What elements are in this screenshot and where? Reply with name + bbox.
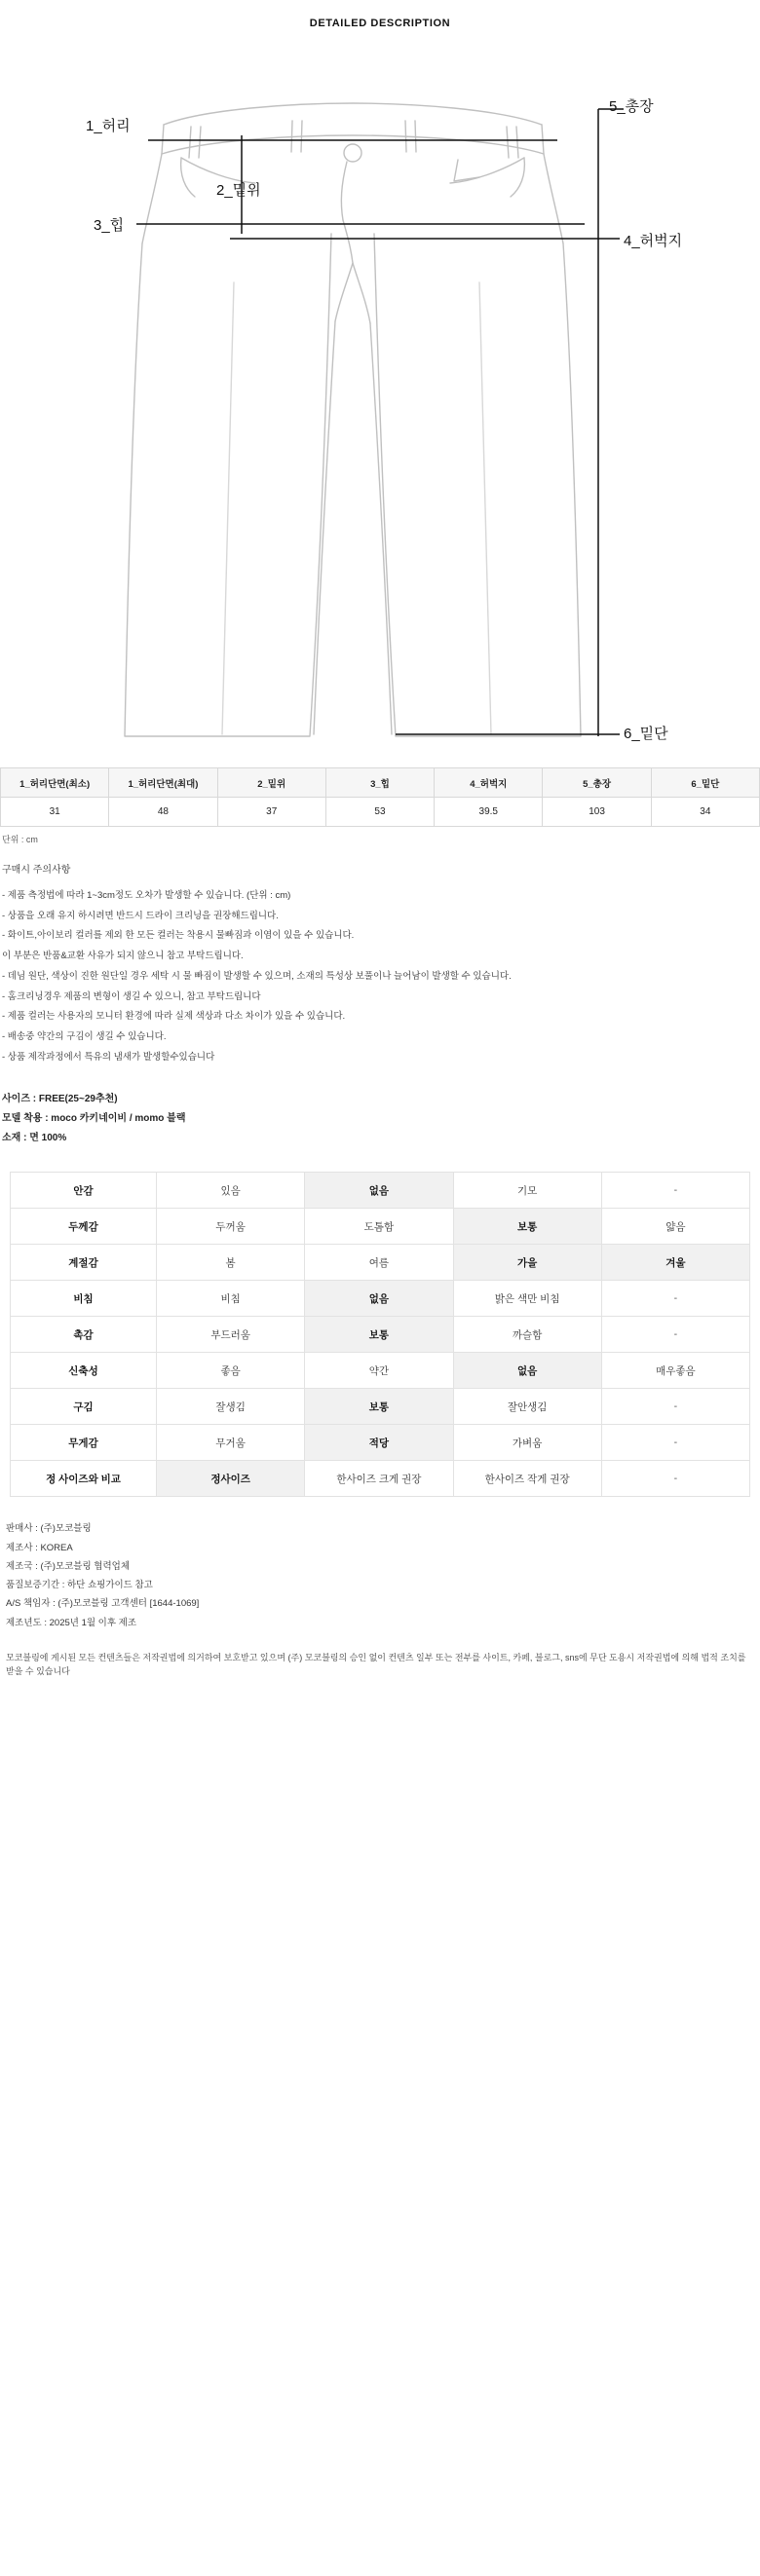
footer-line: 품질보증기간 : 하단 쇼핑가이드 참고 bbox=[6, 1580, 153, 1591]
notice-title: 구매시 주의사항 bbox=[2, 865, 71, 876]
attribute-label: 두께감 bbox=[11, 1209, 157, 1245]
attribute-option: 매우좋음 bbox=[601, 1353, 749, 1389]
attribute-option: - bbox=[601, 1389, 749, 1425]
attribute-option: 한사이즈 크게 권장 bbox=[305, 1461, 453, 1497]
attribute-option: 부드러움 bbox=[157, 1317, 305, 1353]
attribute-option: 기모 bbox=[453, 1173, 601, 1209]
attribute-option: 잘안생김 bbox=[453, 1389, 601, 1425]
attribute-option: 가벼움 bbox=[453, 1425, 601, 1461]
attribute-option: 한사이즈 작게 권장 bbox=[453, 1461, 601, 1497]
attribute-option: 밝은 색만 비침 bbox=[453, 1281, 601, 1317]
diagram-label-thigh: 4_허벅지 bbox=[624, 233, 683, 249]
table-row bbox=[11, 1281, 750, 1317]
attribute-option: 좋음 bbox=[157, 1353, 305, 1389]
attribute-option-selected: 보통 bbox=[305, 1317, 453, 1353]
attribute-option: - bbox=[601, 1173, 749, 1209]
attribute-option: - bbox=[601, 1317, 749, 1353]
table-row bbox=[11, 1461, 750, 1497]
notice-line: - 데님 원단, 색상이 진한 원단일 경우 세탁 시 물 빠짐이 발생할 수 있으며, 소재의 특성상 보풀이나 늘어남이 발생할 수 있습니다. bbox=[2, 970, 512, 982]
spec-size: 사이즈 : FREE(25~29추천) bbox=[2, 1094, 118, 1105]
measurement-table bbox=[0, 767, 760, 827]
attribute-option: 봄 bbox=[157, 1245, 305, 1281]
diagram-label-waist: 1_허리 bbox=[86, 118, 131, 134]
footer-line: 제조사 : KOREA bbox=[6, 1542, 73, 1553]
attribute-option-selected: 없음 bbox=[453, 1353, 601, 1389]
measurement-value: 39.5 bbox=[435, 798, 543, 827]
attribute-table bbox=[10, 1172, 750, 1497]
table-header-row bbox=[1, 768, 760, 798]
measurement-header: 4_허벅지 bbox=[435, 768, 543, 798]
attribute-option-selected: 겨울 bbox=[601, 1245, 749, 1281]
attribute-option: 있음 bbox=[157, 1173, 305, 1209]
attribute-option: - bbox=[601, 1281, 749, 1317]
measurement-header: 1_허리단면(최대) bbox=[109, 768, 217, 798]
attribute-option: 두꺼움 bbox=[157, 1209, 305, 1245]
diagram-label-length: 5_총장 bbox=[609, 98, 654, 115]
unit-note: 단위 : cm bbox=[2, 835, 38, 844]
attribute-option-selected: 없음 bbox=[305, 1281, 453, 1317]
footer-line: A/S 책임자 : (주)모코블링 고객센터 [1644-1069] bbox=[6, 1598, 200, 1610]
measurement-header: 6_밑단 bbox=[651, 768, 759, 798]
notice-line: - 제품 측정법에 따라 1~3cm정도 오차가 발생할 수 있습니다. (단위 : cm) bbox=[2, 890, 291, 901]
attribute-option: 비침 bbox=[157, 1281, 305, 1317]
footer-line: 판매사 : (주)모코블링 bbox=[6, 1523, 92, 1535]
diagram-label-rise: 2_밑위 bbox=[216, 182, 261, 199]
attribute-option: 얇음 bbox=[601, 1209, 749, 1245]
notice-line: - 상품 제작과정에서 특유의 냄새가 발생할수있습니다 bbox=[2, 1051, 215, 1063]
table-row bbox=[11, 1425, 750, 1461]
purchase-notice bbox=[0, 845, 760, 1074]
attribute-option-selected: 가을 bbox=[453, 1245, 601, 1281]
attribute-option: - bbox=[601, 1461, 749, 1497]
measurement-header: 3_힙 bbox=[325, 768, 434, 798]
attribute-option-selected: 없음 bbox=[305, 1173, 453, 1209]
notice-line: 이 부분은 반품&교환 사유가 되지 않으니 참고 부탁드립니다. bbox=[2, 951, 244, 962]
diagram-label-hip: 3_힙 bbox=[94, 217, 125, 234]
page-title: DETAILED DESCRIPTION bbox=[309, 18, 451, 29]
notice-line: - 홈크리닝경우 제품의 변형이 생길 수 있으니, 참고 부탁드립니다 bbox=[2, 990, 261, 1002]
diagram-label-hem: 6_밑단 bbox=[624, 726, 668, 742]
attribute-option-selected: 정사이즈 bbox=[157, 1461, 305, 1497]
pants-illustration bbox=[0, 39, 760, 760]
measurement-header: 1_허리단면(최소) bbox=[1, 768, 109, 798]
table-row bbox=[11, 1353, 750, 1389]
attribute-option: - bbox=[601, 1425, 749, 1461]
measurement-value: 34 bbox=[651, 798, 759, 827]
footer-line: 제조국 : (주)모코블링 협력업체 bbox=[6, 1560, 131, 1572]
measurement-value: 53 bbox=[325, 798, 434, 827]
table-row bbox=[1, 798, 760, 827]
table-row bbox=[11, 1209, 750, 1245]
table-row bbox=[11, 1317, 750, 1353]
measurement-value: 31 bbox=[1, 798, 109, 827]
notice-line: - 화이트,아이보리 컬러를 제외 한 모든 컬러는 착용시 물빠짐과 이염이 있을 수 있습니다. bbox=[2, 930, 355, 942]
notice-line: - 상품을 오래 유지 하시려면 반드시 드라이 크리닝을 권장해드립니다. bbox=[2, 910, 279, 921]
measurement-diagram bbox=[0, 39, 760, 760]
attribute-option: 까슬함 bbox=[453, 1317, 601, 1353]
table-row bbox=[11, 1245, 750, 1281]
measurement-header: 5_총장 bbox=[543, 768, 651, 798]
measurement-value: 103 bbox=[543, 798, 651, 827]
attribute-label: 신축성 bbox=[11, 1353, 157, 1389]
table-row bbox=[11, 1173, 750, 1209]
attribute-label: 구김 bbox=[11, 1389, 157, 1425]
spec-model: 모델 착용 : moco 카키네이비 / momo 블랙 bbox=[2, 1113, 186, 1125]
footer-line: 제조년도 : 2025년 1월 이후 제조 bbox=[6, 1617, 137, 1628]
measurement-header: 2_밑위 bbox=[217, 768, 325, 798]
notice-line: - 제품 컬러는 사용자의 모니터 환경에 따라 실제 색상과 다소 차이가 있을 수 있습니다. bbox=[2, 1011, 346, 1023]
copyright-notice: 모코블링에 게시된 모든 컨텐츠들은 저작권법에 의거하여 보호받고 있으며 (주) 모코블링의 승인 없이 컨텐츠 일부 또는 전부를 사이트, 카페, 블로그, sns에 무단 도용시 저작권법에 의해 법적 조치를 받을 수 있습니다 bbox=[6, 1652, 746, 1676]
attribute-label: 계절감 bbox=[11, 1245, 157, 1281]
attribute-option: 약간 bbox=[305, 1353, 453, 1389]
attribute-option-selected: 보통 bbox=[453, 1209, 601, 1245]
attribute-option: 무거움 bbox=[157, 1425, 305, 1461]
footer-info bbox=[0, 1497, 760, 1678]
attribute-option: 잘생김 bbox=[157, 1389, 305, 1425]
product-specs bbox=[0, 1074, 760, 1158]
attribute-label: 촉감 bbox=[11, 1317, 157, 1353]
attribute-label: 정 사이즈와 비교 bbox=[11, 1461, 157, 1497]
attribute-label: 무게감 bbox=[11, 1425, 157, 1461]
attribute-option-selected: 보통 bbox=[305, 1389, 453, 1425]
attribute-label: 안감 bbox=[11, 1173, 157, 1209]
attribute-option: 도톰함 bbox=[305, 1209, 453, 1245]
attribute-option-selected: 적당 bbox=[305, 1425, 453, 1461]
notice-line: - 배송중 약간의 구김이 생길 수 있습니다. bbox=[2, 1031, 167, 1043]
table-row bbox=[11, 1389, 750, 1425]
spec-material: 소재 : 면 100% bbox=[2, 1133, 67, 1144]
attribute-option: 여름 bbox=[305, 1245, 453, 1281]
measurement-value: 37 bbox=[217, 798, 325, 827]
measurement-value: 48 bbox=[109, 798, 217, 827]
attribute-label: 비침 bbox=[11, 1281, 157, 1317]
